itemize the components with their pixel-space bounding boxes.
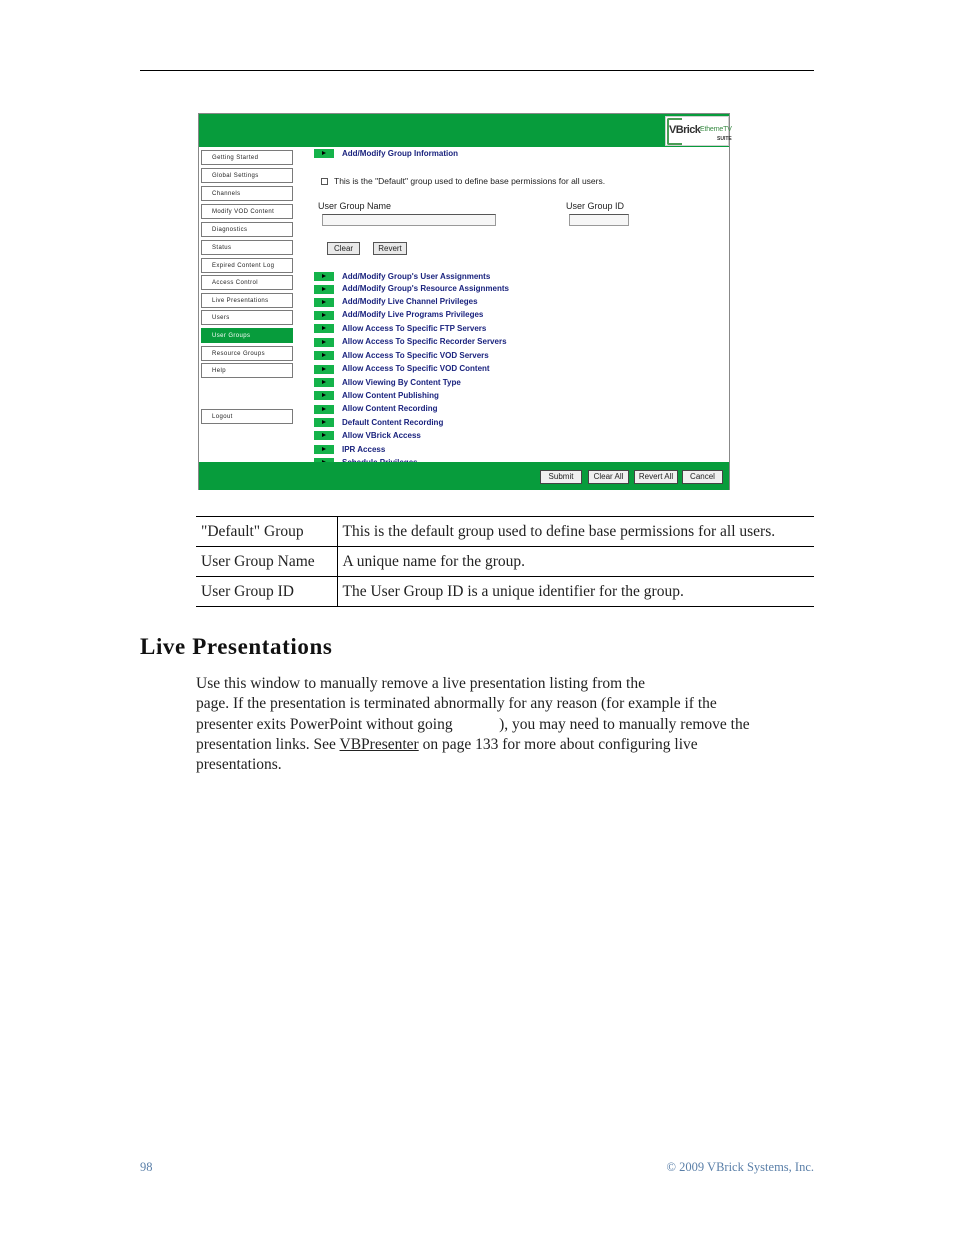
page-number: 98 (140, 1160, 153, 1174)
body-text: presentation links. See (196, 736, 340, 753)
link-vod-servers[interactable]: Allow Access To Specific VOD Servers (342, 351, 489, 360)
user-group-id-input[interactable] (569, 214, 629, 226)
expand-arrow-icon[interactable] (314, 391, 334, 400)
definition-term: User Group ID (196, 577, 337, 607)
nav-modify-vod-content[interactable]: Modify VOD Content (201, 204, 293, 219)
vbpresenter-link[interactable]: VBPresenter (339, 736, 419, 753)
expand-arrow-icon[interactable] (314, 285, 334, 294)
expand-arrow-icon[interactable] (314, 149, 334, 158)
clear-all-button[interactable]: Clear All (588, 470, 629, 484)
logo-suite: SUITE (717, 136, 732, 142)
nav-access-control[interactable]: Access Control (201, 275, 293, 290)
nav-live-presentations[interactable]: Live Presentations (201, 293, 293, 308)
nav-users[interactable]: Users (201, 310, 293, 325)
user-group-name-input[interactable] (322, 214, 496, 226)
body-text: on page 133 for more about configuring live (418, 736, 698, 753)
link-ipr-access[interactable]: IPR Access (342, 445, 386, 454)
user-groups-screenshot (198, 113, 730, 490)
revert-all-button[interactable]: Revert All (634, 470, 678, 484)
expand-arrow-icon[interactable] (314, 445, 334, 454)
link-live-programs-privileges[interactable]: Add/Modify Live Programs Privileges (342, 310, 484, 319)
submit-button[interactable]: Submit (540, 470, 582, 484)
field-definitions-table (196, 516, 814, 607)
body-line: presentations. (196, 756, 282, 773)
nav-resource-groups[interactable]: Resource Groups (201, 346, 293, 361)
link-content-publishing[interactable]: Allow Content Publishing (342, 391, 439, 400)
cancel-button[interactable]: Cancel (682, 470, 723, 484)
nav-status[interactable]: Status (201, 240, 293, 255)
nav-user-groups[interactable]: User Groups (201, 328, 293, 343)
link-default-content-recording[interactable]: Default Content Recording (342, 418, 444, 427)
revert-button[interactable]: Revert (373, 242, 407, 255)
link-ftp-servers[interactable]: Allow Access To Specific FTP Servers (342, 324, 487, 333)
nav-logout[interactable]: Logout (201, 409, 293, 424)
expand-arrow-icon[interactable] (314, 298, 334, 307)
top-rule (140, 70, 814, 71)
nav-channels[interactable]: Channels (201, 186, 293, 201)
link-live-channel-privileges[interactable]: Add/Modify Live Channel Privileges (342, 297, 478, 306)
expand-arrow-icon[interactable] (314, 338, 334, 347)
logo-product: EtherneTV (700, 126, 732, 133)
nav-help[interactable]: Help (201, 363, 293, 378)
expand-arrow-icon[interactable] (314, 351, 334, 360)
expand-arrow-icon[interactable] (314, 405, 334, 414)
link-viewing-by-content-type[interactable]: Allow Viewing By Content Type (342, 378, 461, 387)
nav-global-settings[interactable]: Global Settings (201, 168, 293, 183)
definition-description: A unique name for the group. (337, 547, 814, 577)
app-header-bar (199, 114, 729, 147)
body-line (196, 736, 814, 754)
logo-brand: VBrick (669, 124, 701, 136)
link-user-assignments[interactable]: Add/Modify Group's User Assignments (342, 272, 491, 281)
expand-arrow-icon[interactable] (314, 365, 334, 374)
user-group-id-label: User Group ID (566, 201, 625, 211)
link-recorder-servers[interactable]: Allow Access To Specific Recorder Servers (342, 337, 507, 346)
table-row (196, 547, 814, 577)
table-row (196, 577, 814, 607)
nav-expired-content-log[interactable]: Expired Content Log (201, 258, 293, 273)
body-line: presenter exits PowerPoint without going ), you may need to manually remove the (196, 716, 750, 733)
nav-getting-started[interactable]: Getting Started (201, 150, 293, 165)
link-add-modify-group-information[interactable]: Add/Modify Group Information (342, 149, 458, 158)
expand-arrow-icon[interactable] (314, 311, 334, 320)
definition-term: User Group Name (196, 547, 337, 577)
app-footer-bar (199, 462, 729, 490)
link-resource-assignments[interactable]: Add/Modify Group's Resource Assignments (342, 284, 509, 293)
copyright: © 2009 VBrick Systems, Inc. (666, 1160, 814, 1174)
body-line: page. If the presentation is terminated abnormally for any reason (for example if the (196, 695, 717, 712)
clear-button[interactable]: Clear (327, 242, 360, 255)
link-vbrick-access[interactable]: Allow VBrick Access (342, 431, 421, 440)
section-heading: Live Presentations (140, 634, 333, 659)
vbrick-logo (665, 116, 732, 146)
definition-term: "Default" Group (196, 517, 337, 547)
body-line: Use this window to manually remove a live presentation listing from the (196, 675, 645, 692)
expand-arrow-icon[interactable] (314, 418, 334, 427)
expand-arrow-icon[interactable] (314, 272, 334, 281)
definition-description: The User Group ID is a unique identifier for the group. (337, 577, 814, 607)
expand-arrow-icon[interactable] (314, 378, 334, 387)
expand-arrow-icon[interactable] (314, 324, 334, 333)
link-vod-content[interactable]: Allow Access To Specific VOD Content (342, 364, 490, 373)
expand-arrow-icon[interactable] (314, 431, 334, 440)
user-group-name-label: User Group Name (318, 201, 392, 211)
default-group-checkbox[interactable] (321, 178, 328, 185)
default-group-checkbox-label: This is the "Default" group used to define base permissions for all users. (334, 176, 606, 186)
link-content-recording[interactable]: Allow Content Recording (342, 404, 438, 413)
definition-description: This is the default group used to define base permissions for all users. (337, 517, 814, 547)
nav-diagnostics[interactable]: Diagnostics (201, 222, 293, 237)
table-row (196, 517, 814, 547)
